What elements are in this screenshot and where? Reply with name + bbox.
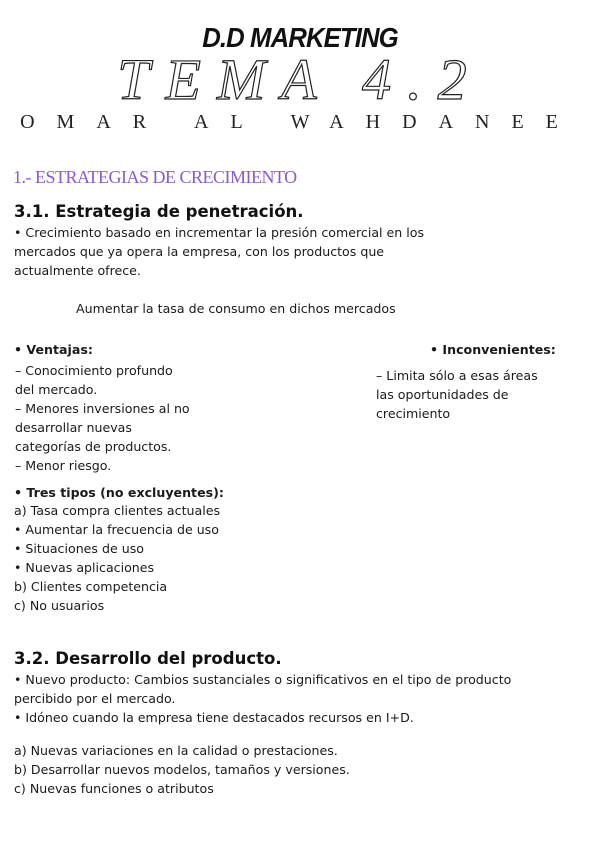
ventajas-title: • Ventajas: bbox=[14, 342, 93, 357]
list-item: – Conocimiento profundo bbox=[15, 363, 173, 378]
list-item: a) Tasa compra clientes actuales bbox=[14, 503, 221, 518]
list-item: – Limita sólo a esas áreas bbox=[376, 368, 538, 383]
list-item: desarrollar nuevas bbox=[15, 420, 132, 435]
list-item: categorías de productos. bbox=[15, 439, 172, 454]
list-item: a) Nuevas variaciones en la calidad o prestaciones. bbox=[14, 743, 338, 758]
ventajas-list bbox=[15, 361, 190, 475]
list-item: • Situaciones de uso bbox=[14, 541, 144, 556]
s32-list bbox=[14, 741, 350, 798]
tipos-title: • Tres tipos (no excluyentes): bbox=[14, 485, 224, 500]
tema-title: TEMA 4.2 bbox=[117, 47, 483, 112]
tipos-list bbox=[14, 501, 220, 615]
s31-goal: Aumentar la tasa de consumo en dichos mercados bbox=[76, 301, 396, 316]
inconvenientes-title: • Inconvenientes: bbox=[430, 342, 556, 357]
list-item: – Menores inversiones al no bbox=[15, 401, 190, 416]
list-item: del mercado. bbox=[15, 382, 98, 397]
s32-description bbox=[14, 670, 511, 727]
text-line: actualmente ofrece. bbox=[14, 263, 141, 278]
text-line: • Nuevo producto: Cambios sustanciales o significativos en el tipo de producto bbox=[14, 672, 512, 687]
author-name: OMAR AL WAHDANEE bbox=[20, 111, 580, 133]
brand-title: D.D MARKETING bbox=[202, 22, 398, 53]
list-item: las oportunidades de bbox=[376, 387, 509, 402]
heading-3-1: 3.1. Estrategia de penetración. bbox=[14, 202, 304, 221]
list-item: – Menor riesgo. bbox=[15, 458, 112, 473]
list-item: • Nuevas aplicaciones bbox=[14, 560, 155, 575]
list-item: crecimiento bbox=[376, 406, 451, 421]
heading-3-2: 3.2. Desarrollo del producto. bbox=[14, 649, 282, 668]
list-item: • Aumentar la frecuencia de uso bbox=[14, 522, 219, 537]
list-item: c) Nuevas funciones o atributos bbox=[14, 781, 214, 796]
text-line: mercados que ya opera la empresa, con los productos que bbox=[14, 244, 385, 259]
list-item: c) No usuarios bbox=[14, 598, 105, 613]
list-item: b) Clientes competencia bbox=[14, 579, 168, 594]
text-line: • Crecimiento basado en incrementar la presión comercial en los bbox=[14, 225, 425, 240]
section-title: 1.- ESTRATEGIAS DE CRECIMIENTO bbox=[13, 167, 297, 187]
inconvenientes-list bbox=[376, 366, 538, 423]
s31-description bbox=[14, 223, 424, 280]
text-line: • Idóneo cuando la empresa tiene destacados recursos en I+D. bbox=[14, 710, 414, 725]
text-line: percibido por el mercado. bbox=[14, 691, 176, 706]
list-item: b) Desarrollar nuevos modelos, tamaños y versiones. bbox=[14, 762, 350, 777]
